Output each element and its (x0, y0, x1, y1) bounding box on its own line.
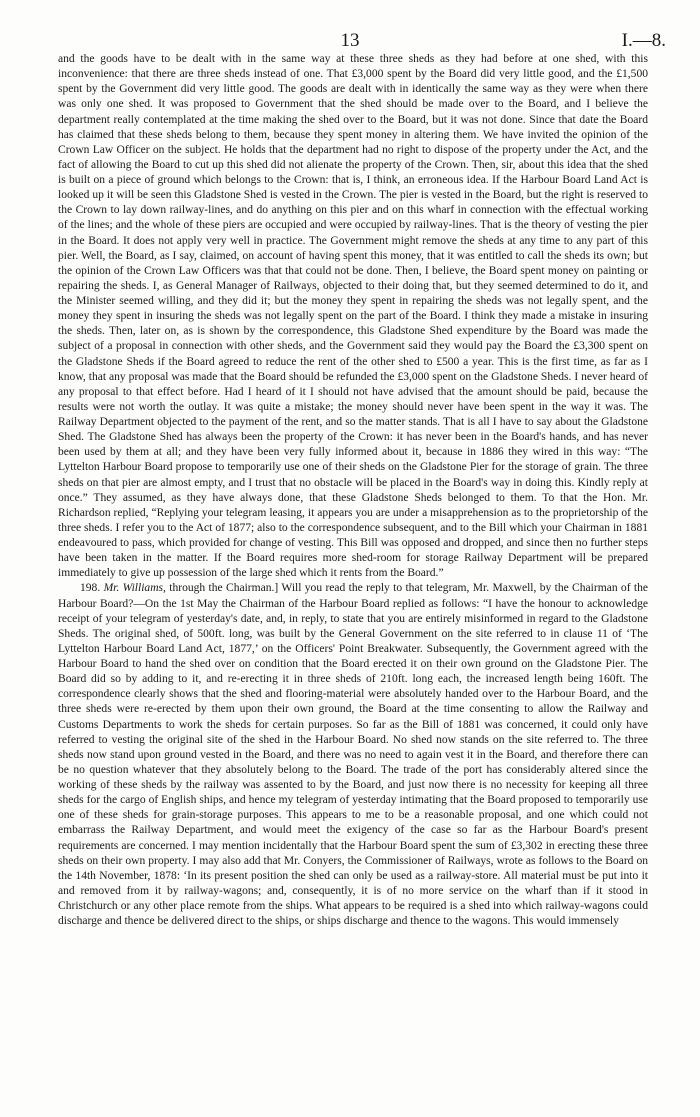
body-text (58, 52, 648, 929)
document-reference: I.—8. (621, 30, 666, 51)
paragraph-question-198 (58, 581, 648, 929)
question-text: through the Chairman.] Will you read the reply to that telegram, Mr. Maxwell, by the Chairman of the Harbour Board?—On the 1st May the Chairman of the Harbour Board replied as follows: “I have the honour to acknowledge receipt of your telegram of yesterday's date, and, in reply, to state that you are entirely misinformed in regard to the Gladstone Sheds. The original shed, of 500ft. long, was built by the General Government on the site referred to in clause 11 of ‘The Lyttelton Harbour Board Land Act, 1877,’ on the Officers' Point Breakwater. Subsequently, the Government agreed with the Harbour Board to hand the shed over on condition that the Board erected it on their own ground on the Gladstone Pier. The Board did so by adding to it, and re-erecting it in three sheds of 210ft. long each, the increased length being 160ft. The correspondence clearly shows that the shed and flooring-material were absolutely handed over to the Harbour Board, and the three sheds were re-erected by them upon their own ground, the Board at the time consenting to allow the Railway and Customs Departments to work the sheds for certain purposes. So far as the Bill of 1881 was concerned, it could only have referred to vesting the original site of the shed in the Harbour Board. No shed now stands on the site referred to. The three sheds now stand upon ground vested in the Board, and there was no need to again vest it in the Board, and therefore there can be no question whatever that they absolutely belong to the Board. The trade of the port has considerably altered since the working of these sheds by the railway was assented to by the Board, and just now there is no necessity for keeping all three sheds for the cargo of English ships, and hence my telegram of yesterday intimating that the Board proposed to temporarily use one of these sheds for grain-storage purposes. This appears to me to be a reasonable proposal, and one which could not embarrass the Railway Department, and would meet the exigency of the case so far as the Harbour Board's present requirements are concerned. I may mention incidentally that the Harbour Board spent the sum of £3,302 in erecting these three sheds on their own property. I may also add that Mr. Conyers, the Commissioner of Railways, wrote as follows to the Board on the 14th November, 1878: ‘In its present position the shed can only be used as a railway-store. All material must be put into it and removed from it by railway-wagons; and, consequently, it is of no more service on the wharf than if it stood in Christchurch or any other place remote from the ships. What appears to be required is a shed into which railway-wagons could discharge and thence be delivered direct to the ships, or ships discharge and thence to the wagons. This would immensely (58, 582, 648, 928)
question-number: 198. (80, 582, 101, 595)
speaker-name: Mr. Williams, (103, 582, 166, 595)
page-number: 13 (340, 30, 360, 51)
paragraph-continuation: and the goods have to be dealt with in the same way at these three sheds as they had before at one shed, with this inconvenience: that there are three sheds instead of one. That £3,000 spent by the Board did very little good, and the £1,500 spent by the Government did very little good. The goods are dealt with in identically the same way as they were when there was only one shed. It was proposed to Government that the shed should be made over to the Board, and I believe the department really contemplated at the time making the shed over to the Board, but it was not done. Since that date the Board has claimed that these sheds belong to them, because they spent money in altering them. We have invited the opinion of the Crown Law Officer on the subject. He holds that the department had no right to dispose of the property under the Act, and the fact of allowing the Board to cut up this shed did not alienate the property of the Crown. Then, sir, about this idea that the shed is built on a piece of ground which belongs to the Crown: that is, I think, an erroneous idea. If the Harbour Board Land Act is looked up it will be seen this Gladstone Shed is vested in the Crown. The pier is vested in the Board, but the right is reserved to the Crown to lay down railway-lines, and do anything on this pier and on this wharf in connection with the effectual working of the lines; and the whole of these piers are occupied and were occupied by railway-lines. That is the theory of vesting the pier in the Board. It does not apply very well in practice. The Government might remove the sheds at any time to any part of this pier. Well, the Board, as I say, claimed, on account of having spent this money, that it was entitled to call the sheds its own; but the opinion of the Crown Law Officers was that that could not be done. Then, I believe, the Board spent money on painting or repairing the sheds. I, as General Manager of Railways, objected to their doing that, but they seemed determined to do it, and the Minister seemed willing, and they did it; but the money they spent in repairing the sheds was not legally spent, and the money they spent in insuring the sheds was not legally spent on the part of the Board. I think they made a mistake in insuring the sheds. Then, later on, as is shown by the correspondence, this Gladstone Shed expenditure by the Board was made the subject of a proposal in connection with other sheds, and the Government said they would pay the Board the £3,300 spent on the Gladstone Sheds if the Board agreed to reduce the rent of the other shed to £500 a year. This is the first time, as far as I know, that any proposal was made that the Board should be refunded the £3,000 spent on the Gladstone Sheds. I never heard of any proposal to that effect before. Had I heard of it I should not have advised that the amount should be paid, because the results were not worth the outlay. It was quite a mistake; the money should never have been spent in the way it was. The Railway Department objected to the payment of the rent, and so the matter stands. That is all I have to say about the Gladstone Shed. The Gladstone Shed has always been the property of the Crown: it has never been in the Board's hands, and has never been used by them at all; and they have been very fully informed about it, because in 1886 they wired in this way: “The Lyttelton Harbour Board propose to temporarily use one of their sheds on the Gladstone Pier for the storage of grain. The three sheds on that pier are almost empty, and I trust that no obstacle will be placed in the Board's way in doing this. Kindly reply at once.” They assumed, as they have always done, that these Gladstone Sheds belonged to them. To that the Hon. Mr. Richardson replied, “Replying your telegram leasing, it appears you are under a misapprehension as to the proprietorship of the three sheds. I refer you to the Act of 1877; also to the correspondence subsequent, and to the Bill which your Chairman in 1881 endeavoured to pass, which provided for change of vesting. This Bill was opposed and dropped, and since then no further steps have been taken in the matter. If the Board requires more shed-room for storage Railway Department will be prepared immediately to give up possession of the large shed which it rents from the Board.” (58, 53, 648, 580)
